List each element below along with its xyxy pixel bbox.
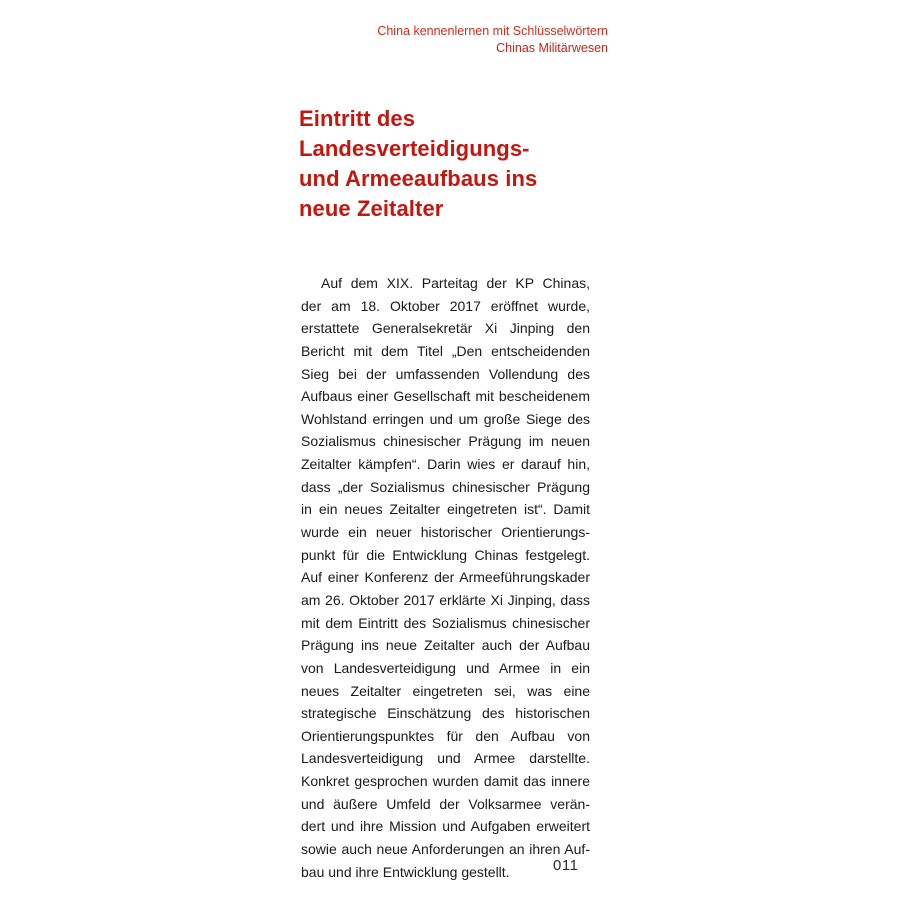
page-number: 011 — [553, 857, 579, 874]
body-line: Auf einer Konferenz der Armeeführungskader — [301, 569, 590, 586]
body-line: dert und ihre Mission und Aufgaben erweitert — [301, 818, 590, 835]
body-line: Aufbaus einer Gesellschaft mit bescheidenem — [301, 388, 590, 405]
body-line: Orientierungspunktes für den Aufbau von — [301, 727, 590, 744]
body-line: bau und ihre Entwicklung gestellt. — [301, 863, 510, 880]
body-line: wurde ein neuer historischer Orientierungs- — [301, 524, 590, 541]
body-line: neues Zeitalter eingetreten sei, was eine — [301, 682, 590, 699]
body-paragraph — [301, 272, 590, 883]
body-line: Auf dem XIX. Parteitag der KP Chinas, — [321, 275, 590, 291]
body-line: erstattete Generalsekretär Xi Jinping den — [301, 320, 590, 337]
running-header — [377, 23, 608, 57]
body-line: Prägung ins neue Zeitalter auch der Aufbau — [301, 637, 590, 654]
body-line: strategische Einschätzung des historischen — [301, 705, 590, 722]
body-line: in ein neues Zeitalter eingetreten ist“. Damit — [301, 501, 590, 518]
running-header-section: Chinas Militärwesen — [496, 41, 608, 55]
chapter-title-line: neue Zeitalter — [299, 196, 444, 221]
body-line: Landesverteidigung und Armee darstellte. — [301, 750, 590, 767]
body-line: mit dem Eintritt des Sozialismus chinesischer — [301, 614, 590, 631]
chapter-title-line: Eintritt des — [299, 106, 416, 131]
body-line: Sieg bei der umfassenden Vollendung des — [301, 365, 590, 382]
body-line: dass „der Sozialismus chinesischer Prägung — [301, 478, 590, 495]
body-line: und äußere Umfeld der Volksarmee verän- — [301, 795, 590, 812]
chapter-title — [299, 104, 619, 224]
body-line: am 26. Oktober 2017 erklärte Xi Jinping, dass — [301, 591, 590, 608]
chapter-title-line: und Armeeaufbaus ins — [299, 166, 538, 191]
body-line: Bericht mit dem Titel „Den entscheidenden — [301, 342, 590, 359]
body-line: punkt für die Entwicklung Chinas festgelegt. — [301, 546, 590, 563]
body-line: Sozialismus chinesischer Prägung im neuen — [301, 433, 590, 450]
body-line: Konkret gesprochen wurden damit das innere — [301, 773, 590, 790]
body-line: sowie auch neue Anforderungen an ihren Auf- — [301, 841, 590, 858]
body-line: Wohlstand erringen und um große Siege des — [301, 410, 590, 427]
body-line: von Landesverteidigung und Armee in ein — [301, 659, 590, 676]
running-header-series: China kennenlernen mit Schlüsselwörtern — [377, 24, 608, 38]
body-line: Zeitalter kämpfen“. Darin wies er darauf hin, — [301, 456, 590, 473]
body-line: der am 18. Oktober 2017 eröffnet wurde, — [301, 297, 590, 314]
chapter-title-line: Landesverteidigungs- — [299, 136, 530, 161]
